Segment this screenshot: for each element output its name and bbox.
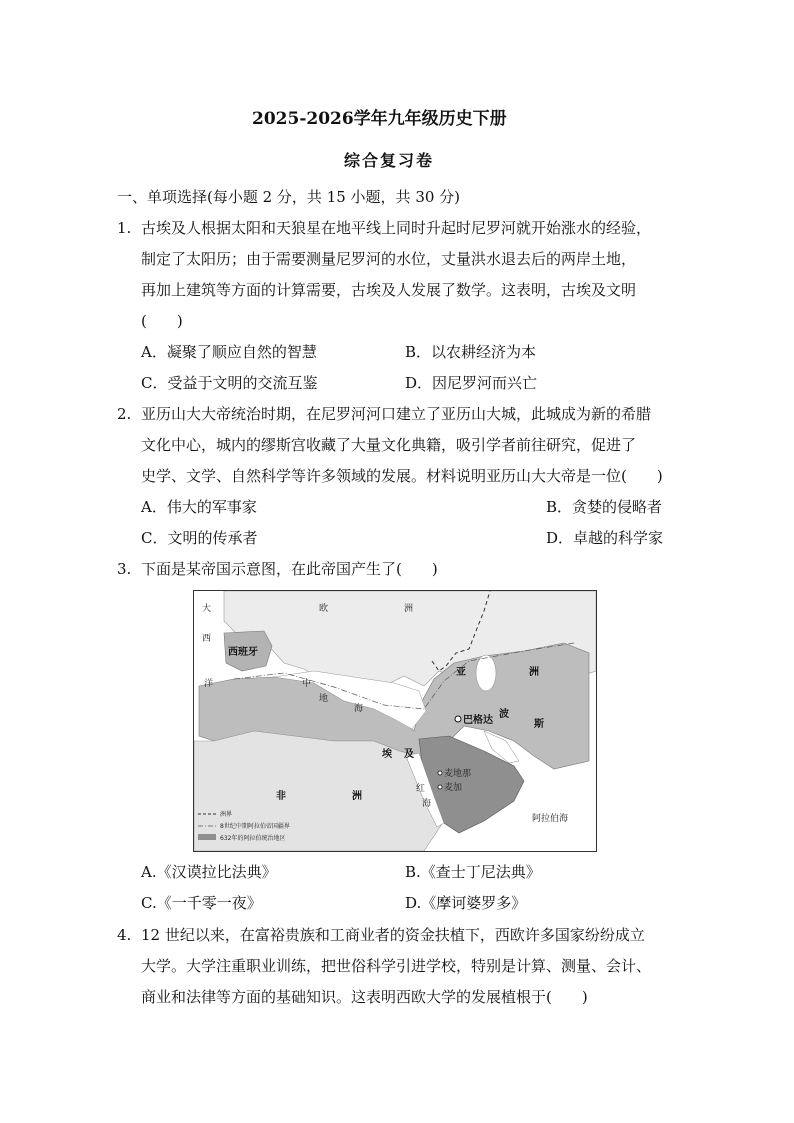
label-ou: 欧	[319, 604, 329, 614]
question-text-line: 大学。大学注重职业训练，把世俗科学引进学校，特别是计算、测量、会计、	[141, 957, 652, 975]
label-bo: 波	[499, 709, 509, 720]
question-text-line: 12 世纪以来，在富裕贵族和工商业者的资金扶植下，西欧许多国家纷纷成立	[141, 926, 645, 944]
option-b[interactable]: B.《查士丁尼法典》	[405, 863, 541, 881]
caspian-sea	[476, 655, 496, 691]
page-subtitle: 综合复习卷	[344, 151, 435, 170]
option-d[interactable]: D．因尼罗河而兴亡	[405, 374, 538, 392]
option-a[interactable]: A．伟大的军事家	[141, 498, 257, 516]
question-text-line: 古埃及人根据太阳和天狼星在地平线上同时升起时尼罗河就开始涨水的经验，	[141, 219, 652, 237]
question-text-line: 文化中心，城内的缪斯宫收藏了大量文化典籍，吸引学者前往研究，促进了	[141, 436, 637, 454]
label-da: 大	[202, 604, 212, 614]
question-text-line: 下面是某帝国示意图，在此帝国产生了( )	[141, 560, 438, 578]
empire-map	[193, 590, 597, 852]
label-zhou-eu: 洲	[404, 604, 414, 614]
label-zhong: 中	[302, 679, 312, 689]
question-number: 1.	[117, 219, 132, 237]
option-c[interactable]: C．受益于文明的交流互鉴	[141, 374, 318, 392]
label-si: 斯	[534, 719, 544, 730]
answer-blank: ( )	[141, 312, 183, 330]
question-text-line: 亚历山大大帝统治时期，在尼罗河河口建立了亚历山大城，此城成为新的希腊	[141, 405, 652, 423]
question-number: 3.	[117, 560, 132, 578]
label-hai-red: 海	[422, 799, 432, 809]
label-yang: 洋	[204, 679, 214, 689]
label-hai-med: 海	[354, 704, 364, 714]
label-spain: 西班牙	[228, 647, 258, 658]
label-xi: 西	[202, 634, 212, 644]
option-c[interactable]: C．文明的传承者	[141, 529, 258, 547]
legend-label-continent: 洲界	[220, 811, 233, 818]
label-arabian-sea: 阿拉伯海	[532, 814, 569, 824]
option-b[interactable]: B．以农耕经济为本	[405, 343, 537, 361]
label-di: 地	[319, 694, 329, 704]
question-number: 4.	[117, 926, 132, 944]
baghdad-marker	[455, 716, 461, 722]
empire-map-svg	[194, 591, 596, 851]
legend-label-arabia: 632年的阿拉伯统治地区	[220, 835, 286, 842]
legend-label-empire: 8世纪中期阿拉伯帝国疆界	[220, 823, 290, 830]
question-text-line: 制定了太阳历；由于需要测量尼罗河的水位，丈量洪水退去后的两岸土地，	[141, 250, 637, 268]
label-fei: 非	[276, 791, 286, 802]
option-c[interactable]: C.《一千零一夜》	[141, 894, 262, 912]
option-a[interactable]: A.《汉谟拉比法典》	[141, 863, 277, 881]
legend-swatch-arabia	[198, 834, 216, 840]
medina-marker	[438, 771, 442, 775]
mecca-marker	[438, 785, 442, 789]
label-medina: 麦地那	[444, 769, 472, 779]
option-d[interactable]: D．卓越的科学家	[546, 529, 664, 547]
label-ya: 亚	[456, 667, 466, 678]
label-hong: 红	[416, 784, 426, 794]
question-text-line: 史学、文学、自然科学等许多领域的发展。材料说明亚历山大大帝是一位( )	[141, 467, 663, 485]
question-text-line: 再加上建筑等方面的计算需要，古埃及人发展了数学。这表明，古埃及文明	[141, 281, 637, 299]
label-mecca: 麦加	[444, 783, 463, 793]
question-number: 2.	[117, 405, 132, 423]
page-title: 2025-2026学年九年级历史下册	[252, 109, 507, 129]
label-zhou-af: 洲	[352, 791, 362, 802]
option-d[interactable]: D.《摩诃婆罗多》	[405, 894, 527, 912]
label-baghdad: 巴格达	[463, 715, 493, 726]
option-b[interactable]: B．贪婪的侵略者	[546, 498, 663, 516]
label-ji: 及	[404, 749, 414, 760]
label-ai: 埃	[382, 749, 392, 760]
section-heading: 一、单项选择(每小题 2 分，共 15 小题，共 30 分)	[117, 188, 461, 206]
option-a[interactable]: A．凝聚了顺应自然的智慧	[141, 343, 317, 361]
label-zhou-as: 洲	[529, 667, 539, 678]
question-text-line: 商业和法律等方面的基础知识。这表明西欧大学的发展植根于( )	[141, 988, 588, 1006]
